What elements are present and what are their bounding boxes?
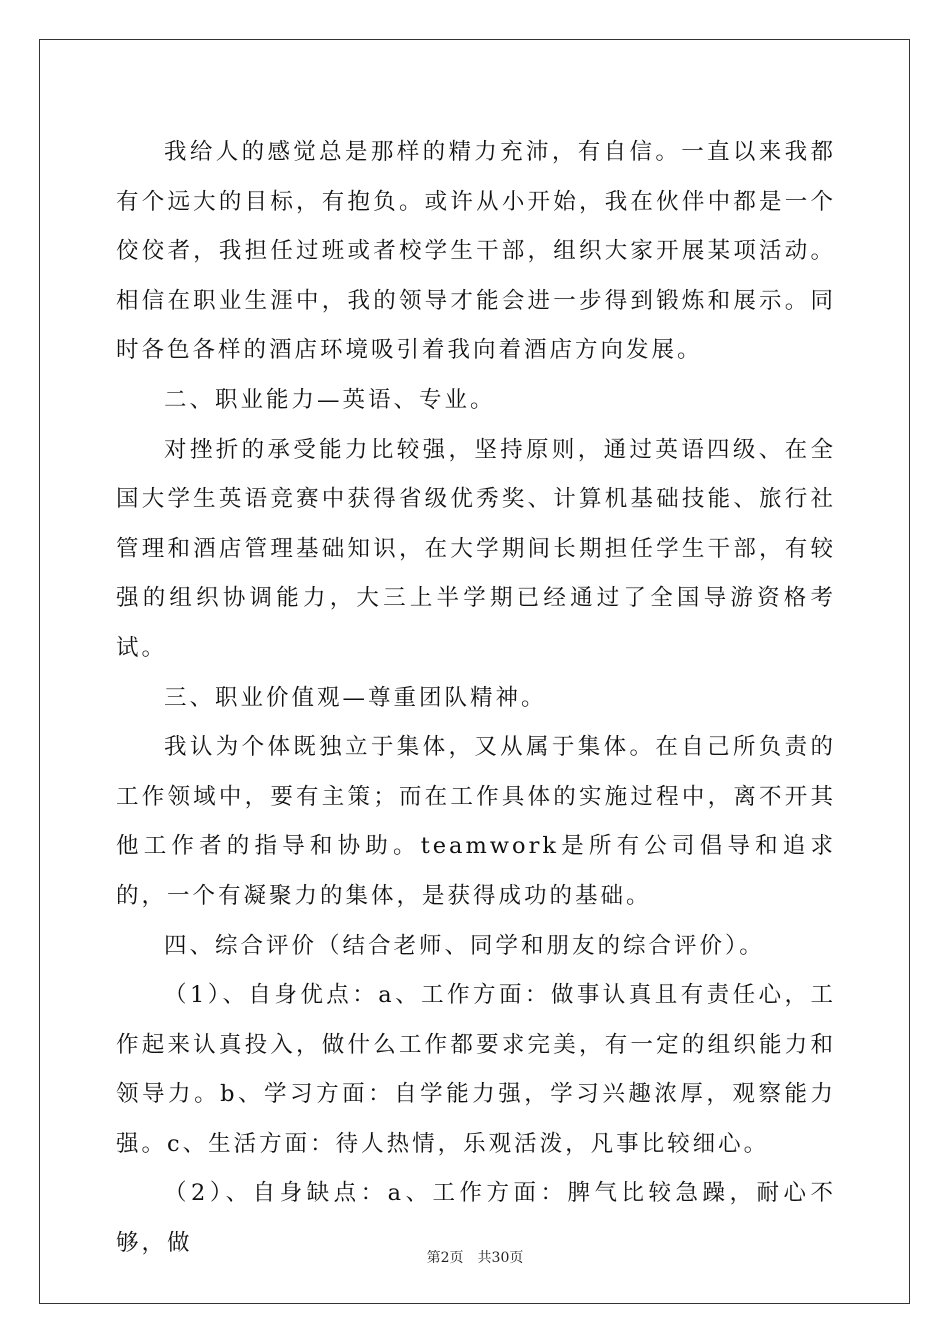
paragraph-self-description: 我给人的感觉总是那样的精力充沛，有自信。一直以来我都有个远大的目标，有抱负。或许从小开始，我在伙伴中都是一个佼佼者，我担任过班或者校学生干部，组织大家开展某项活动。相信在职业生涯中，我的领导才能会进一步得到锻炼和展示。同时各色各样的酒店环境吸引着我向着酒店方向发展。	[116, 139, 836, 364]
section-heading-career-values: 三、职业价值观—尊重团队精神。	[164, 684, 547, 711]
section-heading-overall-evaluation: 四、综合评价（结合老师、同学和朋友的综合评价）。	[164, 932, 765, 959]
paragraph-career-values: 我认为个体既独立于集体，又从属于集体。在自己所负责的工作领域中，要有主策；而在工作具体的实施过程中，离不开其他工作者的指导和协助。teamwork是所有公司倡导和追求的，一个有凝聚力的集体，是获得成功的基础。	[116, 734, 836, 909]
paragraph-career-ability: 对挫折的承受能力比较强，坚持原则，通过英语四级、在全国大学生英语竞赛中获得省级优秀奖、计算机基础技能、旅行社管理和酒店管理基础知识，在大学期间长期担任学生干部，有较强的组织协调能力，大三上半学期已经通过了全国导游资格考试。	[116, 436, 836, 661]
paragraph-weaknesses: （2）、自身缺点：a、工作方面：脾气比较急躁，耐心不够，做	[116, 1180, 836, 1257]
section-heading-career-ability: 二、职业能力—英语、专业。	[164, 386, 496, 413]
paragraph-strengths: （1）、自身优点：a、工作方面：做事认真且有责任心，工作起来认真投入，做什么工作都要求完美，有一定的组织能力和领导力。b、学习方面：自学能力强，学习兴趣浓厚，观察能力强。c、生活方面：待人热情，乐观活泼，凡事比较细心。	[116, 982, 836, 1157]
total-pages: 共30页	[477, 1250, 524, 1266]
page-number: 第2页	[426, 1250, 464, 1266]
document-body	[116, 128, 836, 1269]
page-footer	[0, 1247, 950, 1267]
